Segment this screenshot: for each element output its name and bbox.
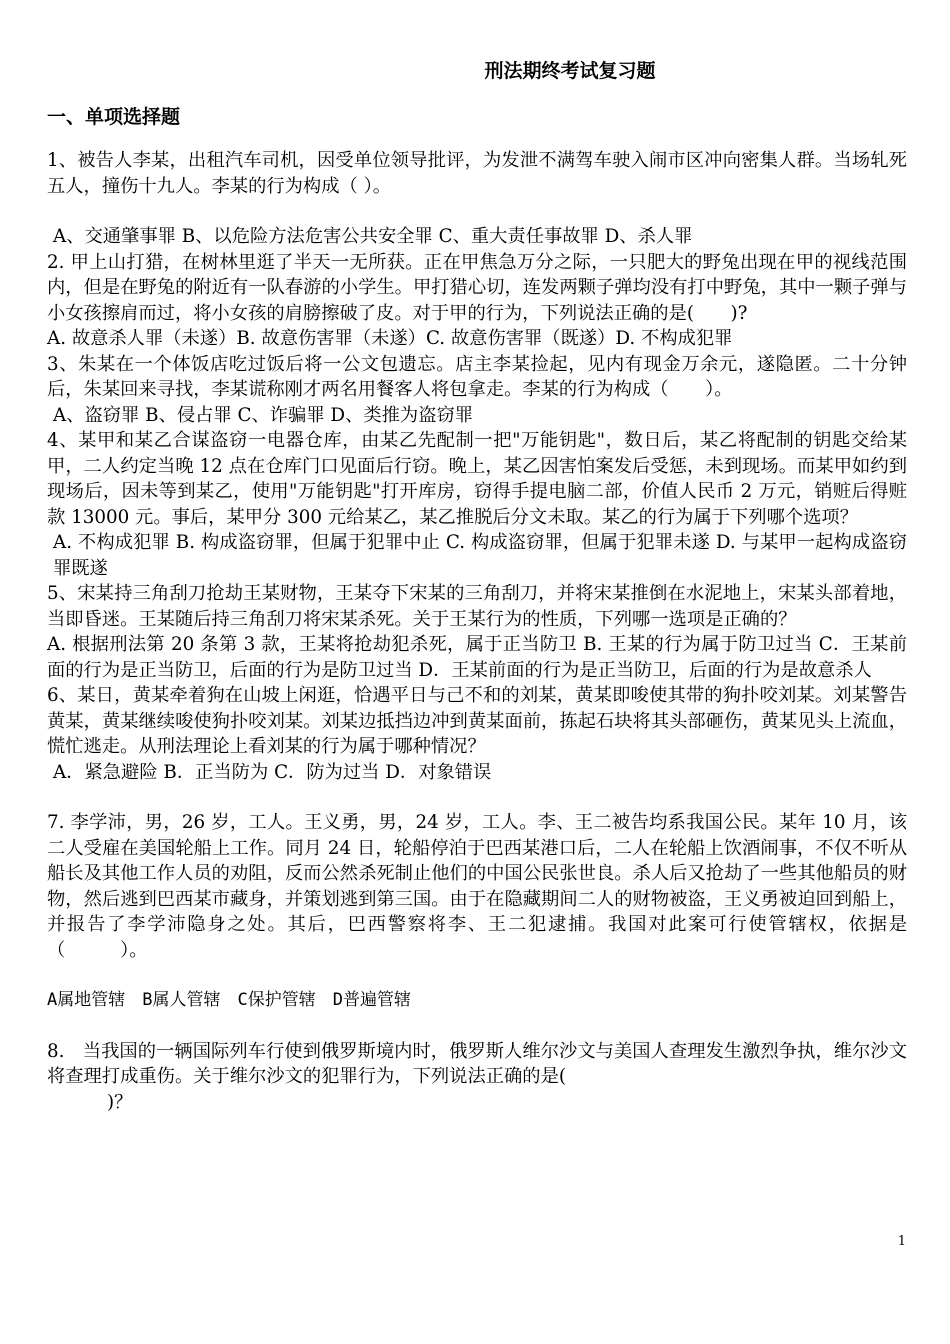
question-3-stem: 3、朱某在一个体饭店吃过饭后将一公文包遗忘。店主李某捡起，见内有现金万余元，遂隐匿。二十分钟后，朱某回来寻找，李某谎称刚才两名用餐客人将包拿走。李某的行为构成（ ）。	[47, 353, 907, 400]
question-list	[47, 148, 907, 1115]
question-4-options: A. 不构成犯罪 B. 构成盗窃罪，但属于犯罪中止 C. 构成盗窃罪，但属于犯罪未遂 D. 与某甲一起构成盗窃罪既遂	[53, 532, 907, 579]
question-8-stem-end: )？	[107, 1091, 133, 1113]
document-title: 刑法期终考试复习题	[484, 60, 656, 82]
question-2-stem: 2. 甲上山打猎，在树林里逛了半天一无所获。正在甲焦急万分之际，一只肥大的野兔出现在甲的视线范围内，但是在野兔的附近有一队春游的小学生。甲打猎心切，连发两颗子弹均没有打中野兔，其中一颗子弹与小女孩擦肩而过，将小女孩的肩膀擦破了皮。对于甲的行为，下列说法正确的是( )?	[47, 251, 907, 324]
question-7-options: A属地管辖 B属人管辖 C保护管辖 D普遍管辖	[47, 990, 411, 1010]
page-number: 1	[897, 1234, 906, 1249]
question-5-stem: 5、宋某持三角刮刀抢劫王某财物，王某夺下宋某的三角刮刀，并将宋某推倒在水泥地上，宋某头部着地，当即昏迷。王某随后持三角刮刀将宋某杀死。关于王某行为的性质，下列哪一选项是正确的？	[47, 583, 907, 630]
question-7-stem: 7. 李学沛，男，26 岁，工人。王义勇，男，24 岁，工人。李、王二被告均系我国公民。某年 10 月，该二人受雇在美国轮船上工作。同月 24 日，轮船停泊于巴西某港口后，二人在轮船上饮酒闹事，不仅不听从船长及其他工作人员的劝阻，反而公然杀死制止他们的中国公民张世良。杀人后又抢劫了一些其他船员的财物，然后逃到巴西某市藏身，并策划逃到第三国。由于在隐藏期间二人的财物被盗，王义勇被迫回到船上，并报告了李学沛隐身之处。其后，巴西警察将李、王二犯逮捕。我国对此案可行使管辖权，依据是（ ）。	[47, 812, 907, 961]
question-5-options: A. 根据刑法第 20 条第 3 款，王某将抢劫犯杀死，属于正当防卫 B. 王某的行为属于防卫过当 C．王某前面的行为是正当防卫，后面的行为是防卫过当 D．王某前面的行为是正当防卫，后面的行为是故意杀人	[47, 634, 907, 681]
question-6-stem: 6、某日，黄某牵着狗在山坡上闲逛，恰遇平日与己不和的刘某，黄某即唆使其带的狗扑咬刘某。刘某警告黄某，黄某继续唆使狗扑咬刘某。刘某边抵挡边冲到黄某面前，拣起石块将其头部砸伤，黄某见头上流血，慌忙逃走。从刑法理论上看刘某的行为属于哪种情况？	[47, 685, 907, 757]
question-1-stem: 1、被告人李某，出租汽车司机，因受单位领导批评，为发泄不满驾车驶入闹市区冲向密集人群。当场轧死五人，撞伤十九人。李某的行为构成（ ）。	[47, 150, 907, 197]
question-4-stem: 4、某甲和某乙合谋盗窃一电器仓库，由某乙先配制一把"万能钥匙"，数日后，某乙将配制的钥匙交给某甲，二人约定当晚 12 点在仓库门口见面后行窃。晚上，某乙因害怕案发后受惩，未到现场。而某甲如约到现场后，因未等到某乙，使用"万能钥匙"打开库房，窃得手提电脑二部，价值人民币 2 万元，销赃后得赃款 13000 元。事后，某甲分 300 元给某乙，某乙推脱后分文未取。某乙的行为属于下列哪个选项？	[47, 430, 907, 528]
section-heading: 一、单项选择题	[47, 106, 181, 128]
question-3-options: A、盗窃罪 B、侵占罪 C、诈骗罪 D、类推为盗窃罪	[53, 404, 474, 426]
question-8-stem: 8. 当我国的一辆国际列车行使到俄罗斯境内时，俄罗斯人维尔沙文与美国人查理发生激烈争执，维尔沙文将查理打成重伤。关于维尔沙文的犯罪行为，下列说法正确的是(	[47, 1040, 907, 1087]
question-6-options: A．紧急避险 B．正当防为 C．防为过当 D．对象错误	[53, 761, 492, 783]
question-2-options: A. 故意杀人罪（未遂）B. 故意伤害罪（未遂）C. 故意伤害罪（既遂）D. 不构成犯罪	[47, 328, 733, 349]
question-1-options: A、交通肇事罪 B、以危险方法危害公共安全罪 C、重大责任事故罪 D、杀人罪	[53, 226, 693, 247]
